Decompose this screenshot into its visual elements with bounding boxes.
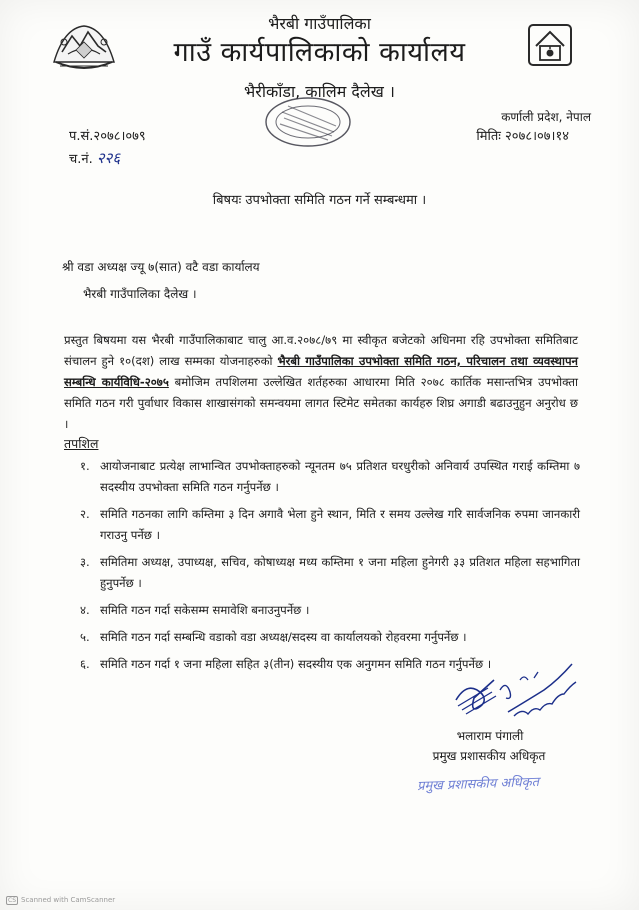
- scanner-text: Scanned with CamScanner: [21, 896, 116, 904]
- office-address: भैरीकाँडा, कालिम दैलेख ।: [244, 82, 395, 101]
- list-item-text: समिति गठन गर्दा १ जना महिला सहित ३(तीन) सदस्यीय एक अनुगमन समिति गठन गर्नुपर्नेछ ।: [100, 657, 492, 671]
- list-item-number: ५.: [80, 630, 90, 644]
- list-item: [80, 627, 580, 648]
- list-item-number: १.: [80, 459, 90, 473]
- list-item-text: आयोजनाबाट प्रत्येक्ष लाभान्वित उपभोक्ताहरुको न्यूनतम ७५ प्रतिशत घरधुरीको अनिवार्य उपस्थित गराई कम्तिमा ७ सदस्यीय उपभोक्ता समिति गठन गर्नुपर्नेछ ।: [100, 459, 580, 494]
- signer-name: भलाराम पंगाली: [456, 729, 524, 743]
- addressee-line-1: श्री वडा अध्यक्ष ज्यू ७(सात) वटै वडा कार्यालय: [62, 260, 260, 274]
- reference-block: [69, 126, 146, 170]
- list-item-number: ६.: [80, 657, 90, 671]
- chalani-label: च.नं.: [69, 152, 93, 167]
- patra-sankhya: प.सं.२०७८।०७९: [69, 129, 146, 144]
- handwritten-signature: [448, 650, 588, 725]
- body-paragraph: [64, 330, 578, 435]
- list-item-number: २.: [80, 507, 90, 521]
- signer-post: प्रमुख प्रशासकीय अधिकृत: [432, 749, 546, 763]
- list-item: [80, 456, 580, 498]
- condition-list: [80, 456, 580, 681]
- addressee-line-2: भैरबी गाउँपालिका दैलेख ।: [83, 287, 197, 301]
- list-item: [80, 600, 580, 621]
- list-item-number: ३.: [80, 555, 90, 569]
- body-text-part2: बमोजिम तपशिलमा उल्लेखित शर्तहरुका आधारमा मिति २०७८ कार्तिक मसान्तभित्र उपभोक्ता समिति गठन गरी पुर्वाधार विकास शाखासंगको समन्वयमा लागत स्टिमेट समेतका कार्यहरु शिघ्र अगाडी बढाउनुहुन अनुरोध छ ।: [64, 375, 578, 431]
- list-item-text: समिति गठन गर्दा सम्बन्धि वडाको वडा अध्यक्ष/सदस्य वा कार्यालयको रोहवरमा गर्नुपर्नेछ ।: [100, 630, 467, 644]
- office-seal-stamp: [262, 94, 354, 150]
- tapsil-heading: तपशिल: [64, 436, 99, 451]
- subject-line: बिषयः उपभोक्ता समिति गठन गर्ने सम्बन्धमा ।: [212, 193, 427, 208]
- camscanner-logo-icon: CS: [8, 897, 16, 904]
- chalani-value: २२६: [96, 149, 121, 167]
- municipality-name: भैरबी गाउँपालिका: [268, 14, 371, 33]
- office-title: गाउँ कार्यपालिकाको कार्यालय: [173, 37, 466, 68]
- list-item-text: समिति गठनका लागि कम्तिमा ३ दिन अगावै भेला हुने स्थान, मिति र समय उल्लेख गरि सार्वजनिक रुपमा जानकारी गराउनु पर्नेछ ।: [100, 507, 580, 542]
- list-item: [80, 504, 580, 546]
- chalani-number: [69, 148, 146, 170]
- body-highlight-procedure: भैरबी गाउँपालिका उपभोक्ता समिति गठन, परिचालन तथा व्यवस्थापन सम्बन्धि कार्यविधि-२०७५: [64, 354, 578, 389]
- designation-stamp: प्रमुख प्रशासकीय अधिकृत: [416, 774, 540, 795]
- province-label: कर्णाली प्रदेश, नेपाल: [501, 110, 591, 124]
- list-item-text: समिति गठन गर्दा सकेसम्म समावेशि बनाउनुपर्नेछ ।: [100, 603, 310, 617]
- body-text-part1: प्रस्तुत बिषयमा यस भैरबी गाउँपालिकाबाट चालु आ.व.२०७८/७९ मा स्वीकृत बजेटको अधिनमा रहि उपभोक्ता समितिबाट संचालन हुने १०(दश) लाख सम्मका योजनाहरुको: [64, 333, 578, 368]
- list-item-number: ४.: [80, 603, 90, 617]
- list-item: [80, 552, 580, 594]
- letter-date: मितिः २०७८।०७।१४: [476, 129, 569, 144]
- list-item-text: समितिमा अध्यक्ष, उपाध्यक्ष, सचिव, कोषाध्यक्ष मध्य कम्तिमा १ जना महिला हुनेगरी ३३ प्रतिशत महिला सहभागिता हुनुपर्नेछ ।: [100, 555, 580, 590]
- scanner-watermark: [6, 896, 115, 904]
